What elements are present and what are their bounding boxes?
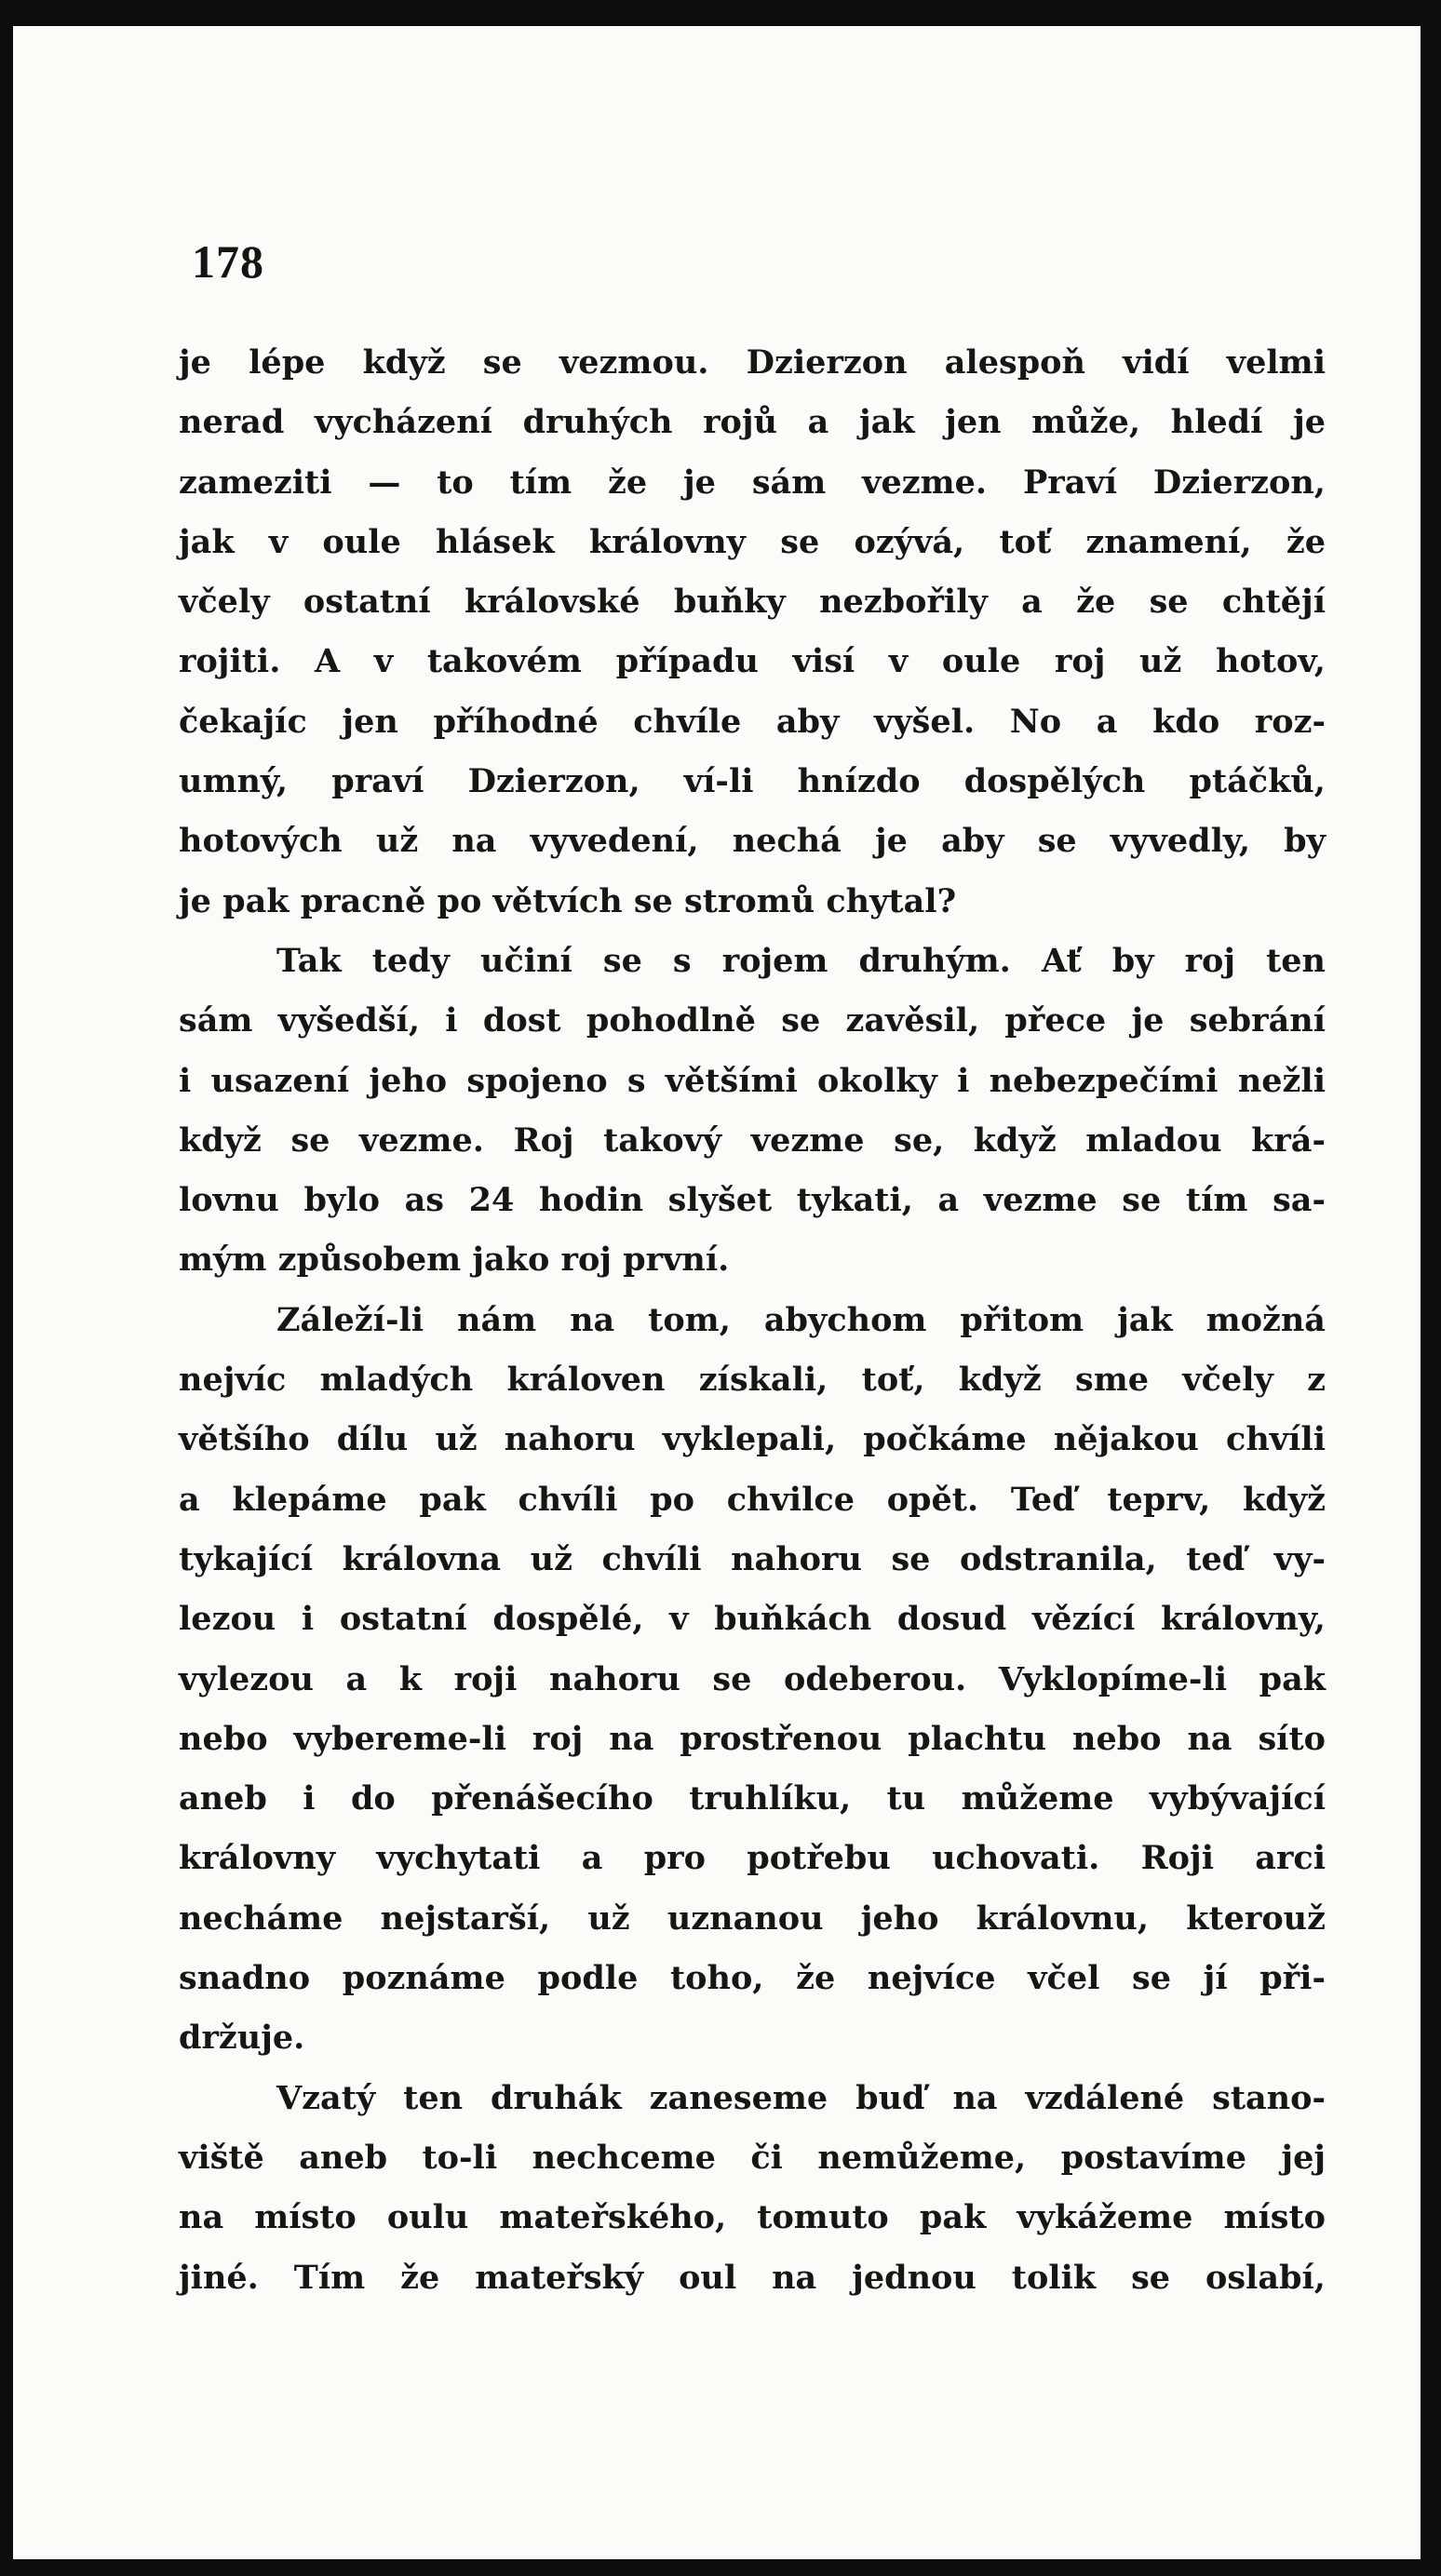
- text-line: nebo vybereme-li roj na prostřenou plachtu nebo na síto: [179, 1719, 1326, 1758]
- text-line: jiné. Tím že mateřský oul na jednou tolik se oslabí,: [179, 2258, 1326, 2297]
- text-line: umný, praví Dzierzon, ví-li hnízdo dospělých ptáčků,: [179, 762, 1326, 801]
- text-line: královny vychytati a pro potřebu uchovati. Roji arci: [179, 1839, 1326, 1878]
- text-line: když se vezme. Roj takový vezme se, když mladou krá-: [179, 1120, 1326, 1160]
- text-line: rojiti. A v takovém případu visí v oule roj už hotov,: [179, 642, 1326, 681]
- text-line: nejvíc mladých královen získali, toť, když sme včely z: [179, 1361, 1326, 1400]
- body-text: [179, 333, 1326, 2308]
- text-line: nerad vycházení druhých rojů a jak jen může, hledí je: [179, 403, 1326, 442]
- text-line: viště aneb to-li nechceme či nemůžeme, postavíme jej: [179, 2138, 1326, 2177]
- text-line: i usazení jeho spojeno s většími okolky i nebezpečími nežli: [179, 1061, 1326, 1100]
- paragraph-end-line: mým způsobem jako roj první.: [179, 1241, 730, 1280]
- text-line: lezou i ostatní dospělé, v buňkách dosud vězící královny,: [179, 1600, 1326, 1639]
- text-line: a klepáme pak chvíli po chvilce opět. Teď teprv, když: [179, 1480, 1326, 1519]
- text-line: lovnu bylo as 24 hodin slyšet tykati, a vezme se tím sa-: [179, 1181, 1326, 1220]
- text-line: hotových už na vyvedení, nechá je aby se vyvedly, by: [179, 822, 1326, 861]
- text-line: aneb i do přenášecího truhlíku, tu můžeme vybývající: [179, 1779, 1326, 1818]
- text-line: sám vyšedší, i dost pohodlně se zavěsil, přece je sebrání: [179, 1001, 1326, 1040]
- paragraph-start-line: Tak tedy učiní se s rojem druhým. Ať by roj ten: [276, 941, 1326, 980]
- text-line: tykající královna už chvíli nahoru se odstranila, teď vy-: [179, 1539, 1326, 1578]
- text-line: necháme nejstarší, už uznanou jeho královnu, kterouž: [179, 1898, 1326, 1938]
- text-line: je lépe když se vezmou. Dzierzon alespoň vidí velmi: [179, 343, 1326, 382]
- text-line: zameziti — to tím že je sám vezme. Praví Dzierzon,: [179, 463, 1326, 502]
- text-line: na místo oulu mateřského, tomuto pak vykážeme místo: [179, 2198, 1326, 2237]
- paragraph-end-line: je pak pracně po větvích se stromů chytal?: [179, 881, 957, 920]
- paragraph-end-line: držuje.: [179, 2019, 305, 2058]
- text-line: vylezou a k roji nahoru se odeberou. Vyklopíme-li pak: [179, 1659, 1326, 1698]
- text-line: včely ostatní královské buňky nezbořily a že se chtějí: [179, 583, 1326, 622]
- text-line: většího dílu už nahoru vyklepali, počkáme nějakou chvíli: [179, 1420, 1326, 1459]
- paragraph-start-line: Vzatý ten druhák zaneseme buď na vzdálené stano-: [276, 2078, 1326, 2117]
- page-number: 178: [192, 235, 264, 288]
- text-line: jak v oule hlásek královny se ozývá, toť znamení, že: [179, 522, 1326, 561]
- text-line: čekajíc jen příhodné chvíle aby vyšel. No a kdo roz-: [179, 702, 1326, 741]
- paragraph-start-line: Záleží-li nám na tom, abychom přitom jak možná: [276, 1300, 1326, 1339]
- text-line: snadno poznáme podle toho, že nejvíce včel se jí při-: [179, 1959, 1326, 1998]
